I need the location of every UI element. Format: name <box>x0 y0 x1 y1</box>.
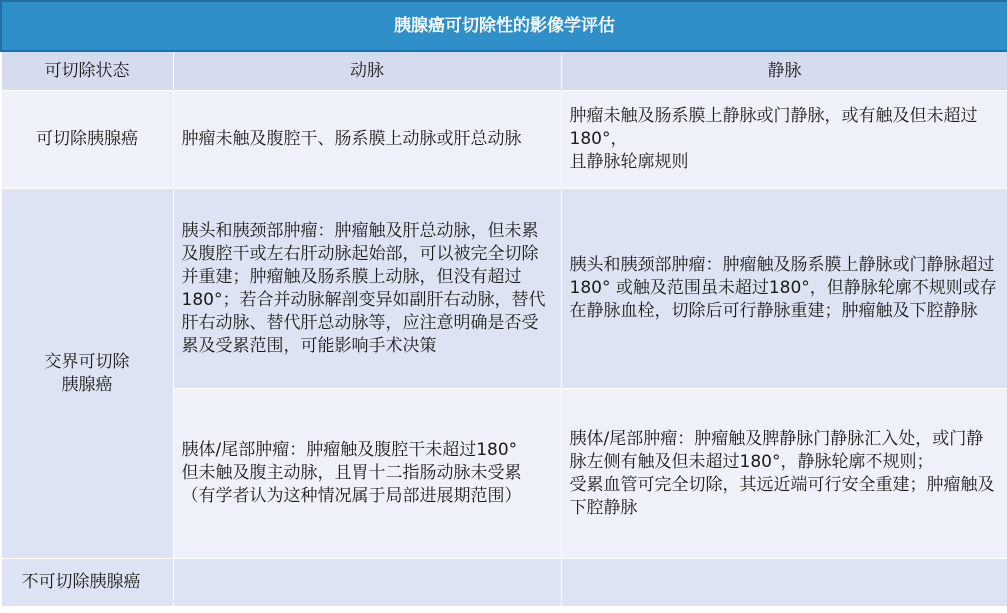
state-borderline <box>1 189 173 559</box>
vein-borderline-tail <box>561 389 1007 559</box>
table-title: 胰腺癌可切除性的影像学评估 <box>1 1 1007 51</box>
vein-resectable-line-2: 且静脉轮廓规则 <box>569 152 689 172</box>
artery-tail-line-2: 但未触及腹主动脉，且胃十二指肠动脉未受累 <box>181 463 522 483</box>
artery-unresectable <box>173 559 561 607</box>
header-artery: 动脉 <box>173 51 561 91</box>
state-resectable: 可切除胰腺癌 <box>1 91 173 189</box>
artery-borderline-head: 胰头和胰颈部肿瘤：肿瘤触及肝总动脉，但未累及腹腔干或左右肝动脉起始部，可以被完全切除并重建；肿瘤触及肠系膜上动脉，但没有超过180°；若合并动脉解剖变异如副肝右动脉，替代肝右动脉、替代肝总动脉等，应注意明确是否受累及受累范围，可能影响手术决策 <box>173 189 561 389</box>
artery-borderline-tail <box>173 389 561 559</box>
state-unresectable: 不可切除胰腺癌 <box>1 559 173 607</box>
vein-tail-line-1: 胰体/尾部肿瘤：肿瘤触及脾静脉门静脉汇入处，或门静脉左侧有触及但未超过180°，静脉轮廓不规则； <box>569 428 984 472</box>
vein-unresectable <box>561 559 1007 607</box>
table-row-resectable <box>1 91 1007 189</box>
table-row-unresectable <box>1 559 1007 607</box>
header-state: 可切除状态 <box>1 51 173 91</box>
header-vein: 静脉 <box>561 51 1007 91</box>
state-borderline-line-2: 胰腺癌 <box>61 374 113 395</box>
vein-resectable <box>561 91 1007 189</box>
title-row <box>1 1 1007 51</box>
artery-resectable: 肿瘤未触及腹腔干、肠系膜上动脉或肝总动脉 <box>173 91 561 189</box>
header-row <box>1 51 1007 91</box>
artery-tail-line-1: 胰体/尾部肿瘤：肿瘤触及腹腔干未超过180° <box>181 440 518 460</box>
vein-tail-line-2: 受累血管可完全切除，其远近端可行安全重建；肿瘤触及下腔静脉 <box>569 474 995 518</box>
vein-resectable-line-1: 肿瘤未触及肠系膜上静脉或门静脉，或有触及但未超过180°， <box>569 106 978 149</box>
vein-borderline-head: 胰头和胰颈部肿瘤：肿瘤触及肠系膜上静脉或门静脉超过180° 或触及范围虽未超过180°，但静脉轮廓不规则或存在静脉血栓，切除后可行静脉重建；肿瘤触及下腔静脉 <box>561 189 1007 389</box>
state-borderline-line-1: 交界可切除 <box>44 351 130 372</box>
artery-tail-line-3: （有学者认为这种情况属于局部进展期范围） <box>181 486 522 506</box>
table-row-borderline-head <box>1 189 1007 389</box>
